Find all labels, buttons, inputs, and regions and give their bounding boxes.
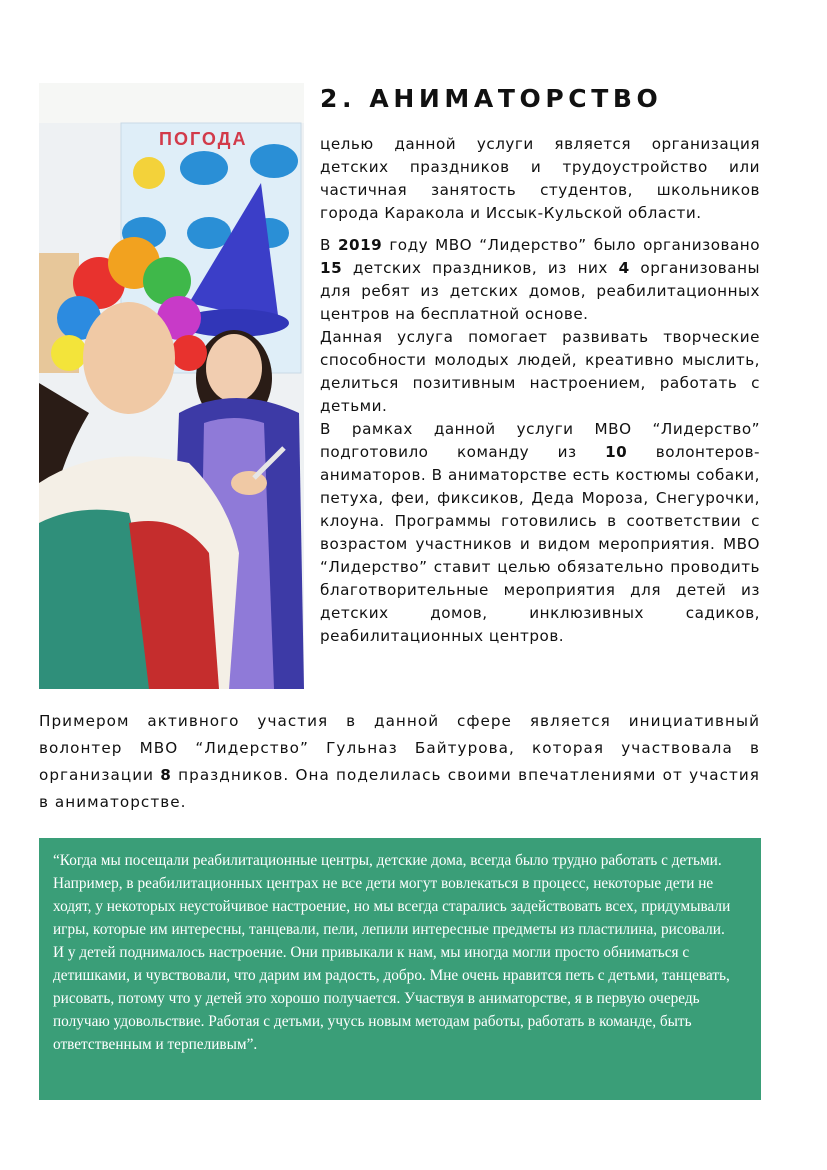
- events-count: 15: [320, 259, 343, 277]
- testimonial-quote: “Когда мы посещали реабилитационные центры, детские дома, всегда было трудно работать с детьми. Например, в реабилитационных центрах не все дети могут вовлекаться в процесс, некоторые дети не ходят, у некоторых неустойчивое настроение, но мы всегда старались задействовать всех, придумывали игры, которые им интересны, танцевали, пели, лепили интересные предметы из пластилина, рисовали. И у детей поднималось настроение. Они привыкали к нам, мы иногда могли просто обниматься с детишками, и чувствовали, что дарим им радость, добро. Мне очень нравится петь с детьми, танцевать, рисовать, потому что у детей это хорошо получается. Участвуя в аниматорстве, я в первую очередь получаю удовольствие. Работая с детьми, учусь новым методам работы, работать в команде, быть ответственным и терпеливым”.: [53, 852, 731, 1053]
- animators-photo: [39, 83, 304, 689]
- paragraph-benefits: Данная услуга помогает развивать творческие способности молодых людей, креативно мыслить, делиться позитивным настроением, работать с детьми.: [320, 328, 760, 415]
- volunteer-events-count: 8: [160, 766, 172, 784]
- poster-title: ПОГОДА: [159, 129, 248, 149]
- paragraph-team: В рамках данной услуги МВО “Лидерство” подготовило команду из 10 волонтеров-аниматоров. В аниматорстве есть костюмы собаки, петуха, феи, фиксиков, Деда Мороза, Снегурочки, клоуна. Программы готовились в соответствии с возрастом участников и видом мероприятия. МВО “Лидерство” ставит целью обязательно проводить благотворительные мероприятия для детей из детских домов, инклюзивных садиков, реабилитационных центров.: [320, 420, 760, 645]
- year-value: 2019: [337, 236, 383, 254]
- photo-illustration: [39, 83, 304, 689]
- volunteers-count: 10: [605, 443, 628, 461]
- orphanage-events-count: 4: [618, 259, 630, 277]
- intro-paragraph: целью данной услуги является организация детских праздников и трудоустройство или частичная занятость студентов, школьников города Каракола и Иссык-Кульской области.: [320, 135, 760, 222]
- testimonial-box: [39, 838, 761, 1100]
- paragraph-statistics: В 2019 году МВО “Лидерство” было организовано 15 детских праздников, из них 4 организованы для ребят из детских домов, реабилитационных центров на бесплатной основе.: [320, 236, 760, 323]
- section-heading: 2. АНИМАТОРСТВО: [320, 84, 663, 113]
- volunteer-intro-paragraph: Примером активного участия в данной сфере является инициативный волонтер МВО “Лидерство” Гульназ Байтурова, которая участвовала в организации 8 праздников. Она поделилась своими впечатлениями от участия в аниматорстве.: [39, 712, 760, 811]
- body-text: [320, 234, 760, 648]
